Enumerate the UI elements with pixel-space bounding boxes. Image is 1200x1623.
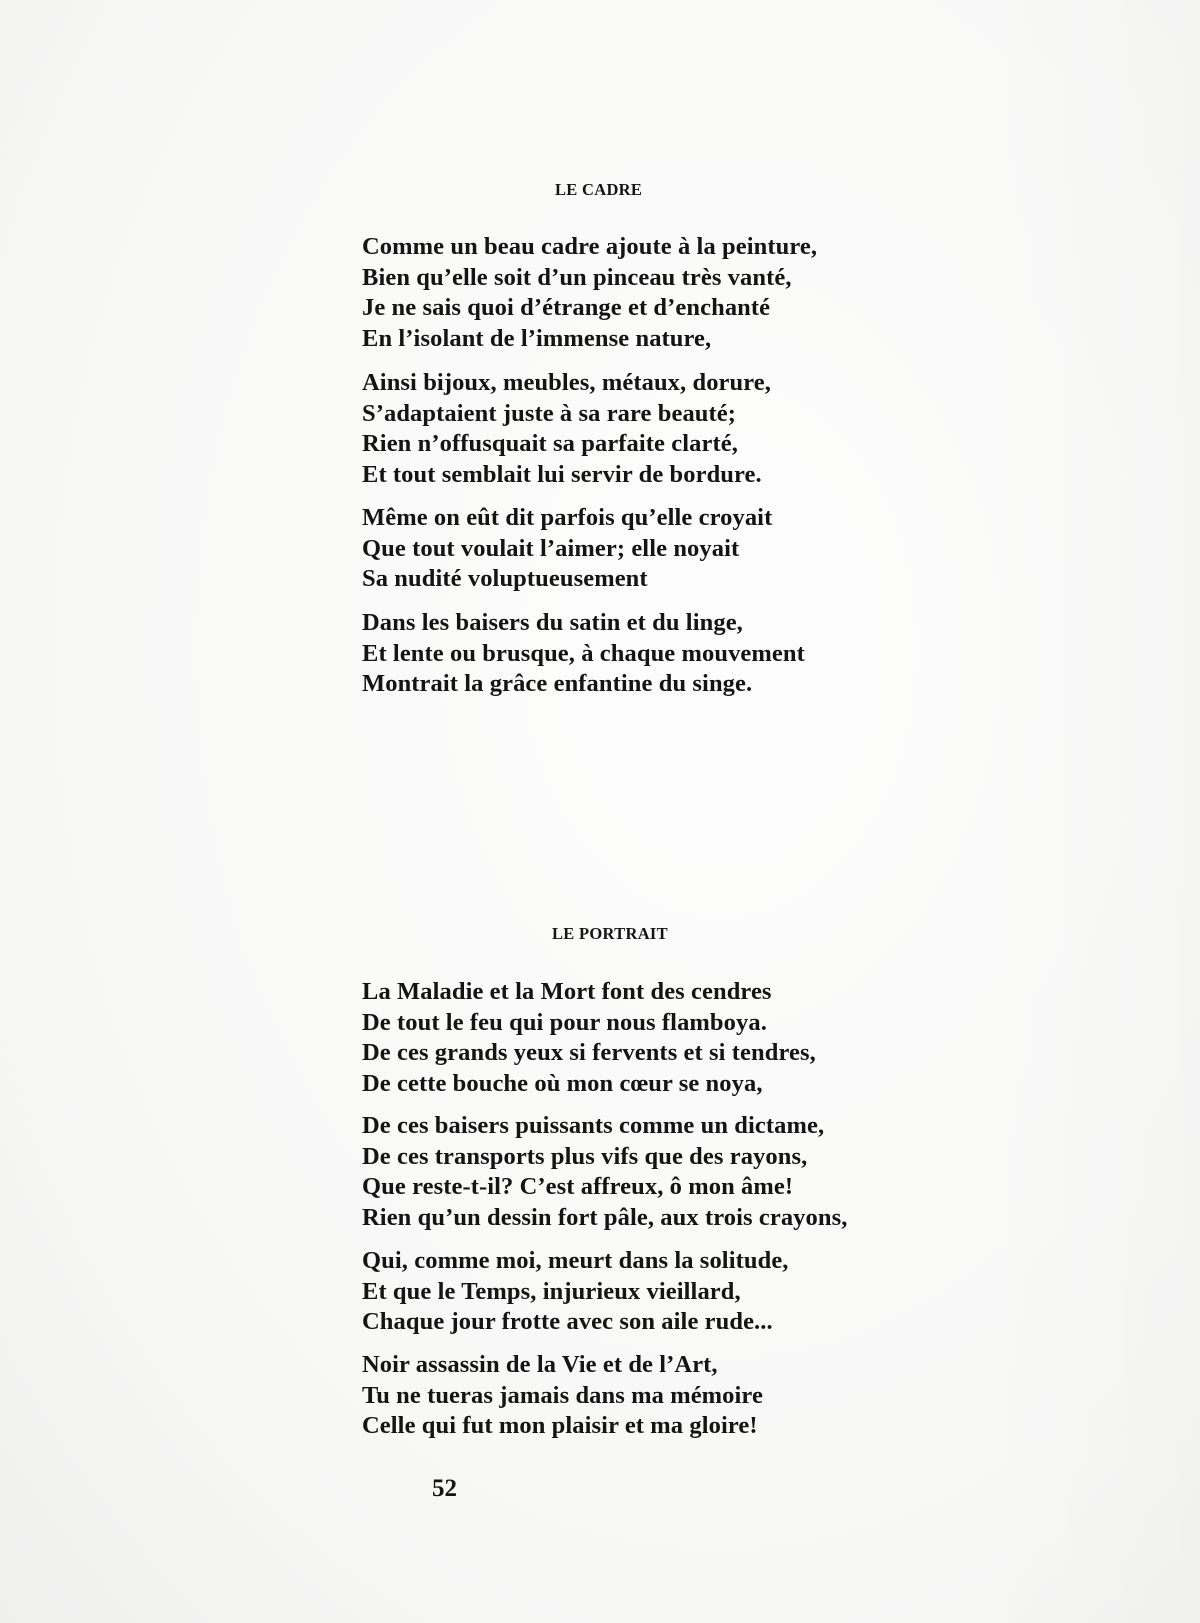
verse-line: Rien qu’un dessin fort pâle, aux trois crayons, <box>362 1203 848 1231</box>
verse-line: La Maladie et la Mort font des cendres <box>362 978 772 1005</box>
poem-title: LE CADRE <box>555 180 643 199</box>
verse-line: Comme un beau cadre ajoute à la peinture, <box>362 233 818 260</box>
verse-line: Qui, comme moi, meurt dans la solitude, <box>362 1247 789 1274</box>
verse-line: Et lente ou brusque, à chaque mouvement <box>362 639 805 667</box>
page-shadow <box>980 0 1200 1623</box>
verse-line: De ces baisers puissants comme un dictame, <box>362 1112 825 1139</box>
verse-line: De ces transports plus vifs que des rayons, <box>362 1142 808 1170</box>
page-number: 52 <box>432 1475 457 1502</box>
verse-line: De cette bouche où mon cœur se noya, <box>362 1069 763 1097</box>
verse-line: Montrait la grâce enfantine du singe. <box>362 670 753 697</box>
poem-title: LE PORTRAIT <box>552 924 668 943</box>
verse-line: Que reste-t-il? C’est affreux, ô mon âme! <box>362 1173 794 1200</box>
stanza <box>362 1246 789 1338</box>
stanza <box>362 368 771 490</box>
verse-line: Noir assassin de la Vie et de l’Art, <box>362 1351 718 1378</box>
verse-line: De ces grands yeux si fervents et si tendres, <box>362 1039 816 1066</box>
verse-line: Je ne sais quoi d’étrange et d’enchanté <box>362 294 771 321</box>
stanza <box>362 232 817 354</box>
verse-line: Et que le Temps, injurieux vieillard, <box>362 1277 741 1305</box>
verse-line: De tout le feu qui pour nous flamboya. <box>362 1008 767 1036</box>
stanza <box>362 977 816 1099</box>
verse-line: En l’isolant de l’immense nature, <box>362 324 712 352</box>
stanza <box>362 1111 847 1233</box>
verse-line: Tu ne tueras jamais dans ma mémoire <box>362 1381 763 1409</box>
verse-line: Et tout semblait lui servir de bordure. <box>362 460 762 488</box>
verse-line: Chaque jour frotte avec son aile rude... <box>362 1308 773 1335</box>
verse-line: Ainsi bijoux, meubles, métaux, dorure, <box>362 369 771 396</box>
verse-line: S’adaptaient juste à sa rare beauté; <box>362 399 737 427</box>
verse-line: Même on eût dit parfois qu’elle croyait <box>362 504 773 531</box>
verse-line: Que tout voulait l’aimer; elle noyait <box>362 534 740 562</box>
stanza <box>362 503 772 595</box>
verse-line: Dans les baisers du satin et du linge, <box>362 609 743 636</box>
stanza <box>362 608 805 700</box>
stanza <box>362 1350 763 1442</box>
verse-line: Celle qui fut mon plaisir et ma gloire! <box>362 1412 758 1439</box>
verse-line: Bien qu’elle soit d’un pinceau très vanté, <box>362 263 792 291</box>
verse-line: Sa nudité voluptueusement <box>362 565 648 592</box>
verse-line: Rien n’offusquait sa parfaite clarté, <box>362 430 738 457</box>
